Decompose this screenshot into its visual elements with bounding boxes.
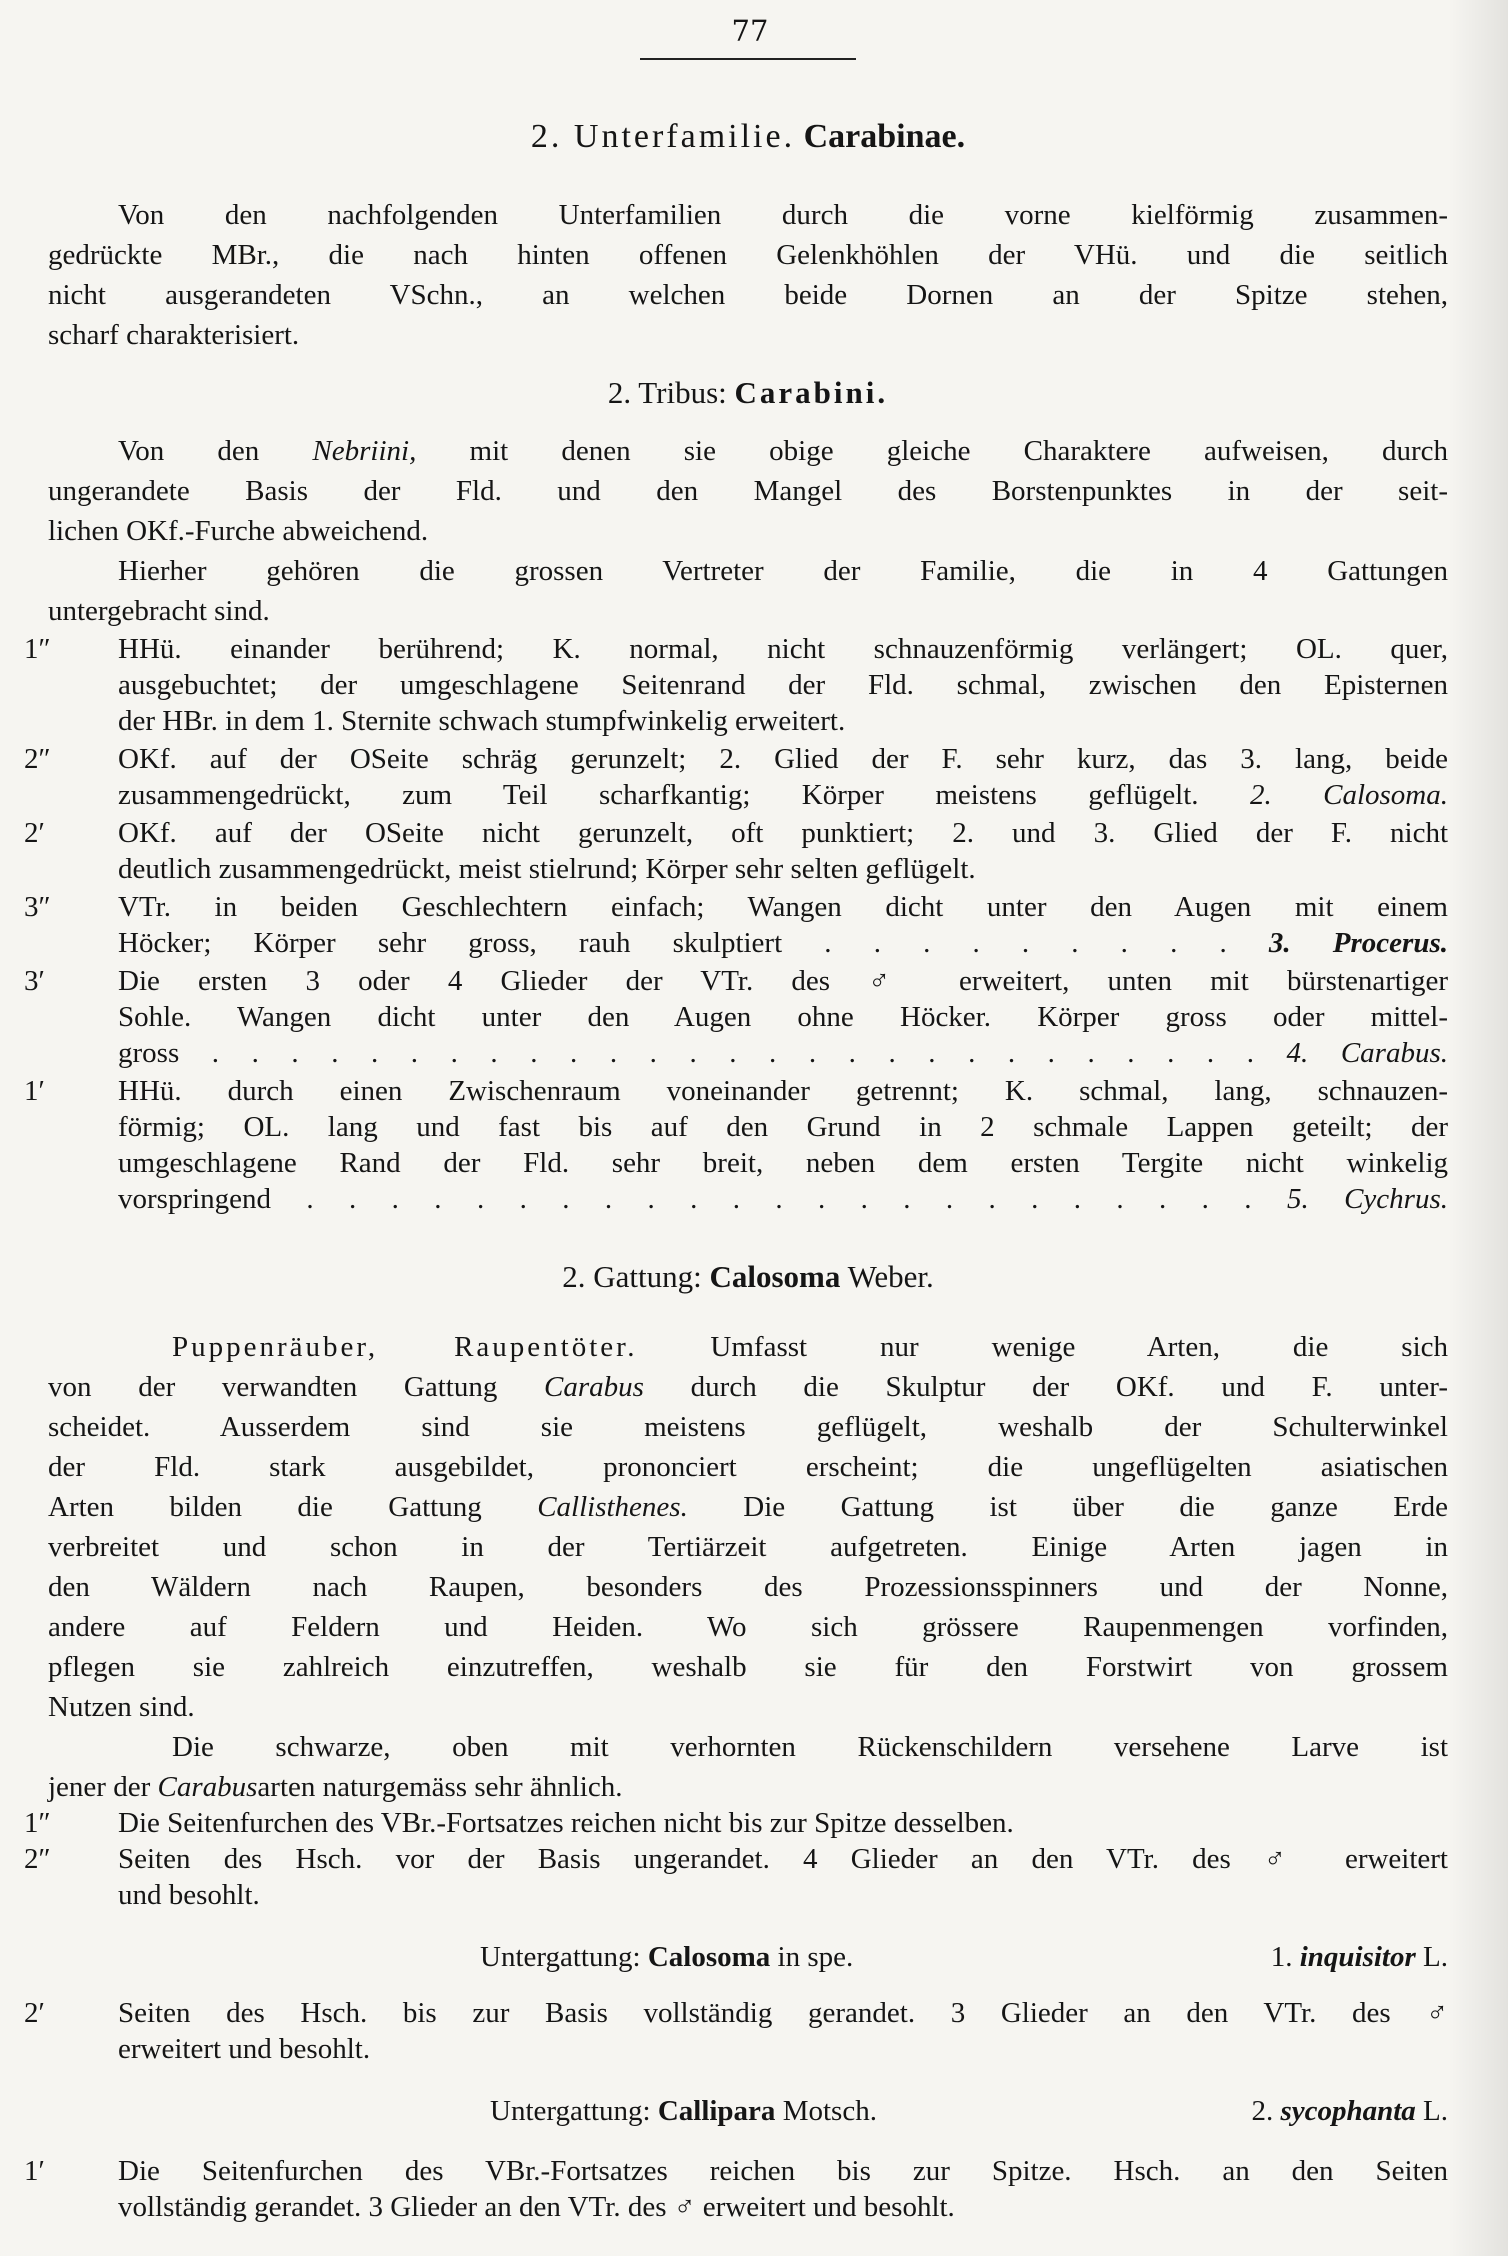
tribe-text: Von den	[118, 435, 260, 467]
key-number: 3′	[24, 965, 45, 997]
tribe-line: untergebracht sind.	[48, 595, 270, 627]
subfamily-heading-prefix: 2. Unterfamilie.	[530, 118, 796, 155]
subgenus-title	[490, 2092, 877, 2130]
subfamily-line: nicht ausgerandeten VSchn., an welchen beide Dornen an der Spitze stehen,	[48, 279, 1448, 311]
key-number: 2′	[24, 1997, 45, 2029]
subfamily-heading	[48, 118, 1448, 156]
key-line: und besohlt.	[118, 1879, 260, 1911]
subgenus-label: Untergattung:	[480, 1941, 641, 1973]
tribe-line: Hierher gehören die grossen Vertreter der Familie, die in 4 Gattungen	[118, 555, 1448, 587]
subgenus-name: Callipara	[657, 2095, 776, 2127]
tribe-text: mit denen sie obige gleiche Charaktere aufweisen, durch	[469, 435, 1449, 467]
tribe-heading	[48, 374, 1448, 412]
genus-line: Die schwarze, oben mit verhornten Rückenschildern versehene Larve ist	[172, 1731, 1448, 1763]
species-name: inquisitor	[1299, 1941, 1416, 1973]
subfamily-heading-name: Carabinae.	[803, 118, 966, 155]
genus-italic: Carabus	[157, 1771, 258, 1803]
genus-text: jener der	[48, 1771, 151, 1803]
page-number: 77	[731, 14, 769, 48]
genus-line	[172, 1328, 1448, 1366]
key-number: 1′	[24, 1075, 45, 1107]
key-line: deutlich zusammengedrückt, meist stielrund; Körper sehr selten geflügelt.	[118, 853, 976, 885]
tribe-line: lichen OKf.-Furche abweichend.	[48, 515, 429, 547]
page-edge-shadow	[1448, 0, 1508, 2256]
key-line: der HBr. in dem 1. Sternite schwach stumpfwinkelig erweitert.	[118, 705, 846, 737]
key-number: 3″	[24, 891, 51, 923]
subgenus-tail: in spe.	[777, 1941, 854, 1973]
genus-line: pflegen sie zahlreich einzutreffen, weshalb sie für den Forstwirt von grossem	[48, 1651, 1448, 1683]
subgenus-name: Calosoma	[647, 1941, 771, 1973]
subfamily-line: gedrückte MBr., die nach hinten offenen Gelenkhöhlen der VHü. und die seitlich	[48, 239, 1448, 271]
genus-heading	[48, 1258, 1448, 1296]
tribe-line	[118, 432, 1448, 470]
key-line: umgeschlagene Rand der Fld. sehr breit, neben dem ersten Tergite nicht winkelig	[118, 1147, 1448, 1179]
genus-line: scheidet. Ausserdem sind sie meistens geflügelt, weshalb der Schulterwinkel	[48, 1411, 1448, 1443]
tribe-heading-prefix: 2. Tribus:	[607, 375, 727, 410]
key-genus-italic: 2. Calosoma.	[1249, 779, 1449, 811]
subfamily-line: Von den nachfolgenden Unterfamilien durch die vorne kielförmig zusammen-	[118, 199, 1448, 231]
key-text: zusammengedrückt, zum Teil scharfkantig; Körper meistens geflügelt.	[118, 779, 1199, 811]
key-line: erweitert und besohlt.	[118, 2033, 371, 2065]
key-number: 1″	[24, 633, 51, 665]
key-line: Die ersten 3 oder 4 Glieder der VTr. des ♂ erweitert, unten mit bürstenartiger	[118, 965, 1448, 997]
key-line-end	[118, 1180, 1448, 1218]
key-line: Die Seitenfurchen des VBr.-Fortsatzes reichen bis zur Spitze. Hsch. an den Seiten	[118, 2155, 1448, 2187]
key-line: Seiten des Hsch. bis zur Basis vollständig gerandet. 3 Glieder an den VTr. des ♂	[118, 1997, 1448, 2029]
species-author: L.	[1423, 1941, 1448, 1973]
genus-text: von der verwandten Gattung	[48, 1371, 498, 1403]
page-number-rule	[640, 58, 856, 60]
key-number: 2″	[24, 1843, 51, 1875]
genus-heading-prefix: 2. Gattung:	[562, 1259, 702, 1294]
genus-line	[48, 1768, 1448, 1806]
key-line: OKf. auf der OSeite nicht gerunzelt, oft punktiert; 2. und 3. Glied der F. nicht	[118, 817, 1448, 849]
key-number: 2″	[24, 743, 51, 775]
key-line: VTr. in beiden Geschlechtern einfach; Wangen dicht unter den Augen mit einem	[118, 891, 1448, 923]
subgenus-label: Untergattung:	[490, 2095, 651, 2127]
genus-heading-name: Calosoma	[709, 1259, 841, 1294]
genus-line: der Fld. stark ausgebildet, prononciert erscheint; die ungeflügelten asiatischen	[48, 1451, 1448, 1483]
key-line: OKf. auf der OSeite schräg gerunzelt; 2. Glied der F. sehr kurz, das 3. lang, beide	[118, 743, 1448, 775]
key-number: 1′	[24, 2155, 45, 2187]
tribe-line: ungerandete Basis der Fld. und den Mangel des Borstenpunktes in der seit-	[48, 475, 1448, 507]
key-line: vollständig gerandet. 3 Glieder an den VTr. des ♂ erweitert und besohlt.	[118, 2191, 955, 2223]
key-line: HHü. durch einen Zwischenraum voneinander getrennt; K. schmal, lang, schnauzen-	[118, 1075, 1448, 1107]
genus-italic: Carabus	[544, 1371, 644, 1403]
species-entry	[1271, 1938, 1448, 1976]
key-line: förmig; OL. lang und fast bis auf den Grund in 2 schmale Lappen geteilt; der	[118, 1111, 1448, 1143]
tribe-heading-name: Carabini.	[734, 375, 889, 410]
key-line-end	[118, 776, 1448, 814]
key-line-end	[118, 924, 1448, 962]
genus-spaced-text: Puppenräuber, Raupentöter.	[172, 1331, 638, 1363]
key-line: HHü. einander berührend; K. normal, nicht schnauzenförmig verlängert; OL. quer,	[118, 633, 1448, 665]
key-text: vorspringend . . . . . . . . . . . . . . . . . . . . . . .	[118, 1183, 1252, 1215]
genus-line: verbreitet und schon in der Tertiärzeit aufgetreten. Einige Arten jagen in	[48, 1531, 1448, 1563]
genus-text: Umfasst nur wenige Arten, die sich	[710, 1331, 1448, 1363]
key-line: Sohle. Wangen dicht unter den Augen ohne Höcker. Körper gross oder mittel-	[118, 1001, 1448, 1033]
species-number: 1.	[1270, 1941, 1293, 1973]
subgenus-tail: Motsch.	[782, 2095, 877, 2127]
genus-heading-author: Weber.	[847, 1259, 934, 1294]
key-genus-italic: 5. Cychrus.	[1286, 1183, 1448, 1215]
species-number: 2.	[1251, 2095, 1274, 2127]
genus-line	[48, 1488, 1448, 1526]
genus-text: durch die Skulptur der OKf. und F. unter-	[690, 1371, 1448, 1403]
genus-line: andere auf Feldern und Heiden. Wo sich grössere Raupenmengen vorfinden,	[48, 1611, 1448, 1643]
genus-italic: Callisthenes.	[537, 1491, 688, 1523]
species-author: L.	[1423, 2095, 1448, 2127]
tribe-italic: Nebriini,	[312, 435, 417, 467]
genus-text: arten naturgemäss sehr ähnlich.	[257, 1771, 623, 1803]
genus-line	[48, 1368, 1448, 1406]
subgenus-row	[490, 2092, 1448, 2130]
key-number: 2′	[24, 817, 45, 849]
key-genus-italic: 4. Carabus.	[1286, 1037, 1449, 1069]
subgenus-row	[480, 1938, 1448, 1976]
genus-line: Nutzen sind.	[48, 1691, 195, 1723]
key-genus-italic: 3. Procerus.	[1268, 927, 1448, 959]
key-text: Höcker; Körper sehr gross, rauh skulptiert . . . . . . . . .	[118, 927, 1227, 959]
key-line: Die Seitenfurchen des VBr.-Fortsatzes reichen nicht bis zur Spitze desselben.	[118, 1807, 1014, 1839]
genus-text: Arten bilden die Gattung	[48, 1491, 482, 1523]
subfamily-line: scharf charakterisiert.	[48, 319, 300, 351]
key-line: ausgebuchtet; der umgeschlagene Seitenrand der Fld. schmal, zwischen den Episternen	[118, 669, 1448, 701]
species-name: sycophanta	[1280, 2095, 1416, 2127]
key-line-end	[118, 1034, 1448, 1072]
genus-line: den Wäldern nach Raupen, besonders des Prozessionsspinners und der Nonne,	[48, 1571, 1448, 1603]
key-text: gross . . . . . . . . . . . . . . . . . . . . . . . . . . .	[118, 1037, 1254, 1069]
key-number: 1″	[24, 1807, 51, 1839]
subgenus-title	[480, 1938, 853, 1976]
key-line: Seiten des Hsch. vor der Basis ungerandet. 4 Glieder an den VTr. des ♂ erweitert	[118, 1843, 1448, 1875]
genus-text: Die Gattung ist über die ganze Erde	[743, 1491, 1449, 1523]
species-entry	[1251, 2092, 1448, 2130]
